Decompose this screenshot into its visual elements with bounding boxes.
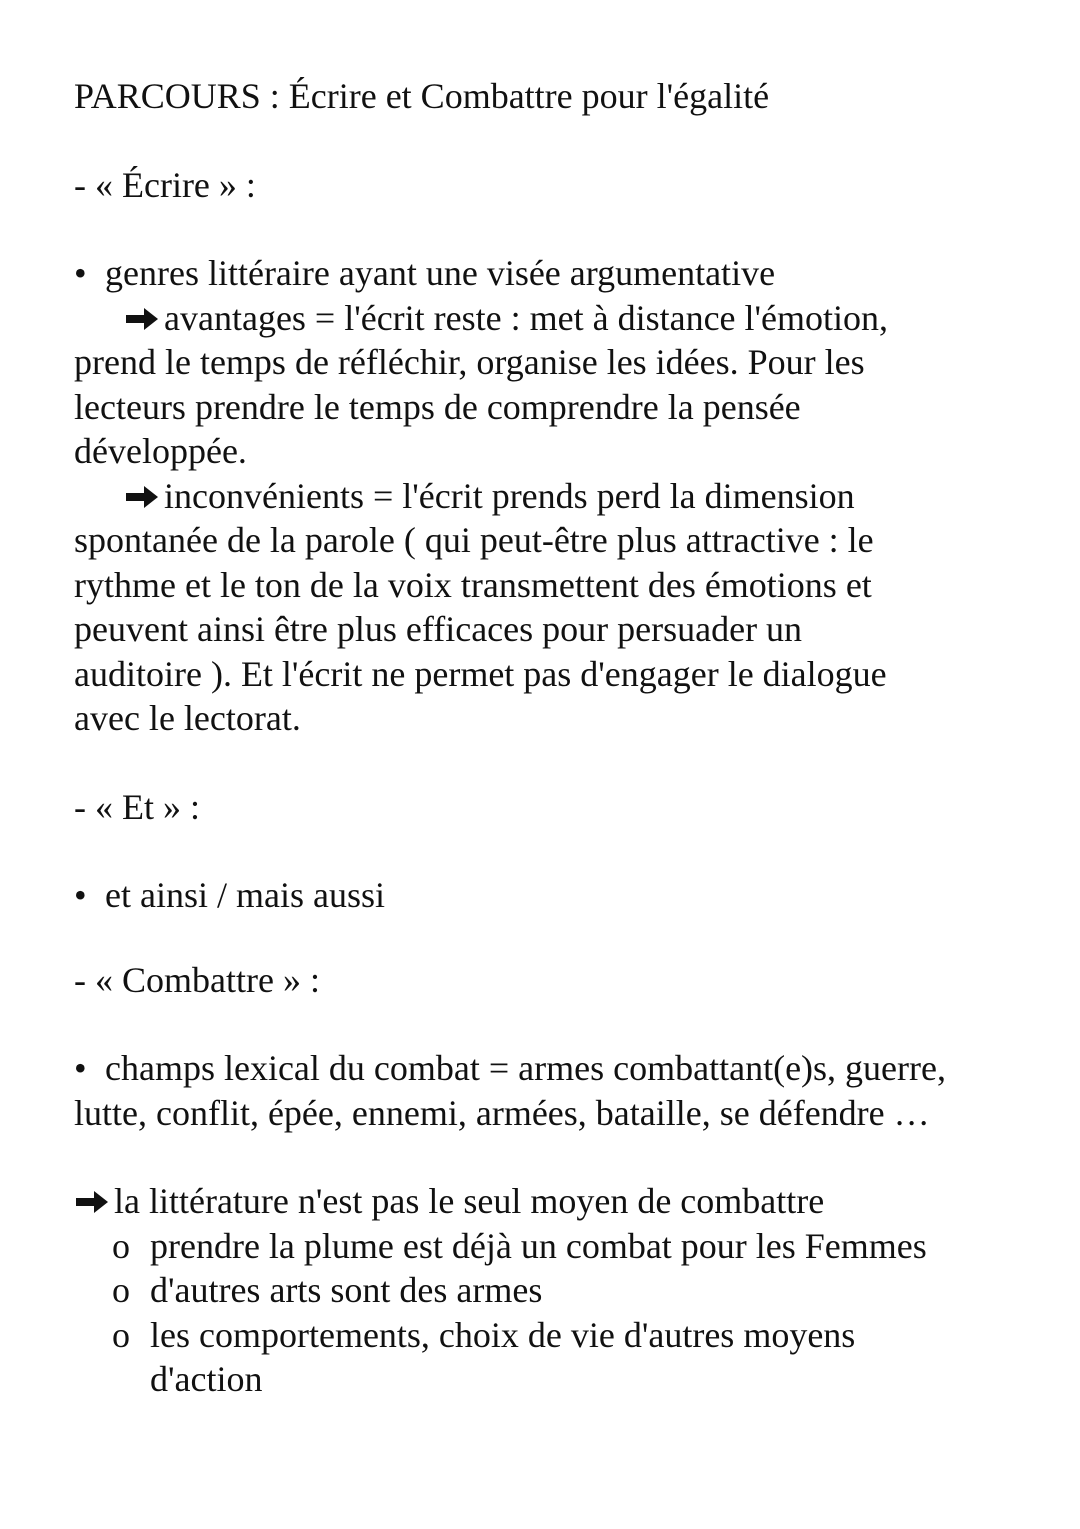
spacer bbox=[74, 207, 1014, 251]
sub-list-marker: o bbox=[112, 1225, 130, 1266]
paragraph-line: avec le lectorat. bbox=[74, 698, 301, 738]
conclusion-text: la littérature n'est pas le seul moyen de combattre bbox=[114, 1181, 825, 1221]
document-title: PARCOURS : Écrire et Combattre pour l'égalité bbox=[74, 76, 770, 116]
sub-list-continuation: d'action bbox=[150, 1359, 263, 1399]
sub-list-text: d'autres arts sont des armes bbox=[150, 1270, 543, 1310]
right-arrow-icon bbox=[74, 1189, 110, 1215]
sub-list-item bbox=[74, 1313, 1014, 1358]
right-arrow-icon bbox=[124, 306, 160, 332]
sub-list-marker: o bbox=[112, 1270, 130, 1310]
drawbacks-text: inconvénients = l'écrit prends perd la dimension bbox=[164, 475, 855, 516]
paragraph-line: lecteurs prendre le temps de comprendre la pensée bbox=[74, 386, 801, 427]
document-page bbox=[74, 74, 1014, 1402]
bullet-text: champs lexical du combat = armes combattant(e)s, guerre, bbox=[105, 1048, 946, 1088]
section-ecrire bbox=[74, 163, 1014, 741]
paragraph-line: rythme et le ton de la voix transmettent des émotions et bbox=[74, 564, 872, 605]
section-heading: - « Combattre » : bbox=[74, 959, 320, 1000]
bullet-symbol: • bbox=[74, 1048, 87, 1088]
spacer bbox=[74, 119, 1014, 163]
spacer bbox=[74, 1002, 1014, 1046]
sub-list-text: les comportements, choix de vie d'autres moyens bbox=[150, 1314, 856, 1355]
conclusion-line bbox=[74, 1179, 1014, 1224]
bullet-text: et ainsi / mais aussi bbox=[105, 875, 385, 915]
sub-list-text: prendre la plume est déjà un combat pour les Femmes bbox=[150, 1225, 927, 1266]
paragraph-line: prend le temps de réfléchir, organise les idées. Pour les bbox=[74, 342, 865, 382]
advantages-text: avantages = l'écrit reste : met à distance l'émotion, bbox=[164, 297, 889, 338]
section-heading: - « Écrire » : bbox=[74, 164, 256, 205]
spacer bbox=[74, 829, 1014, 873]
section-combattre bbox=[74, 958, 1014, 1402]
bullet-item bbox=[74, 873, 1014, 918]
paragraph-line: auditoire ). Et l'écrit ne permet pas d'engager le dialogue bbox=[74, 653, 887, 694]
sub-list-item bbox=[74, 1224, 1014, 1269]
bullet-symbol: • bbox=[74, 253, 87, 293]
paragraph-line: spontanée de la parole ( qui peut-être plus attractive : le bbox=[74, 520, 874, 560]
paragraph-line: peuvent ainsi être plus efficaces pour persuader un bbox=[74, 609, 803, 649]
spacer bbox=[74, 741, 1014, 785]
drawbacks-line bbox=[74, 474, 1014, 519]
bullet-item bbox=[74, 251, 1014, 296]
paragraph-line: lutte, conflit, épée, ennemi, armées, bataille, se défendre … bbox=[74, 1092, 930, 1133]
right-arrow-icon bbox=[124, 484, 160, 510]
sub-list-item bbox=[74, 1268, 1014, 1313]
bullet-symbol: • bbox=[74, 875, 87, 915]
section-heading: - « Et » : bbox=[74, 786, 200, 827]
bullet-item bbox=[74, 1046, 1014, 1091]
section-et bbox=[74, 785, 1014, 918]
bullet-text: genres littéraire ayant une visée argumentative bbox=[105, 253, 776, 293]
advantages-line bbox=[74, 296, 1014, 341]
spacer bbox=[74, 918, 1014, 958]
spacer bbox=[74, 1135, 1014, 1179]
sub-list-marker: o bbox=[112, 1314, 130, 1355]
paragraph-line: développée. bbox=[74, 431, 247, 471]
